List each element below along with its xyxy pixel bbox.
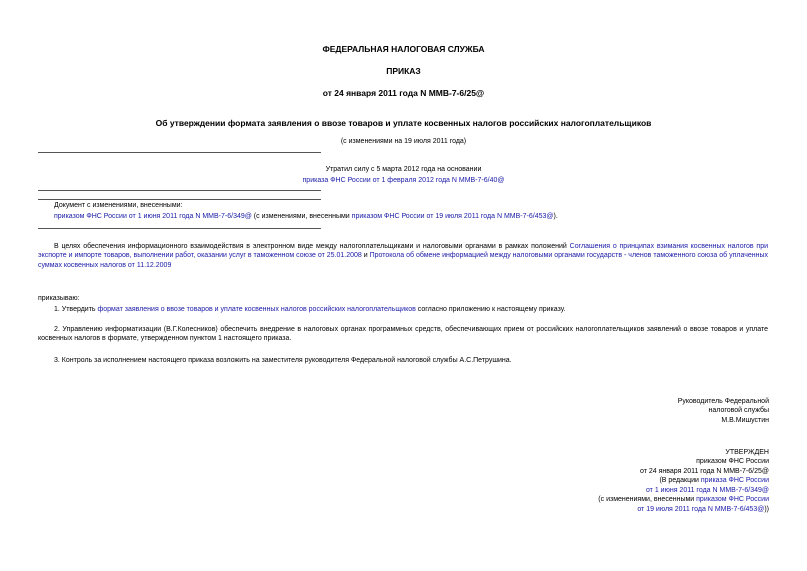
changes-line: приказом ФНС России от 1 июня 2011 года N ММВ-7-6/349@ (с изменениями, внесенными приказом ФНС России от 19 июля 2011 года N ММВ-7-6/453@).	[54, 213, 558, 220]
page-title: Об утверждении формата заявления о ввозе товаров и уплате косвенных налогов российских налогоплательщиков	[155, 118, 652, 128]
status-link-wrap	[0, 176, 807, 185]
format-link[interactable]: формат заявления о ввозе товаров и уплате косвенных налогов российских налогоплательщиков	[97, 306, 416, 313]
signature-name: М.В.Мишустин	[721, 416, 769, 424]
signature-block	[469, 397, 769, 425]
signature-agency: налоговой службы	[708, 407, 769, 415]
agency-heading: ФЕДЕРАЛЬНАЯ НАЛОГОВАЯ СЛУЖБА	[322, 44, 485, 54]
order-word: приказываю:	[38, 295, 80, 302]
repeal-order-link[interactable]: приказа ФНС России от 1 февраля 2012 года N ММВ-7-6/40@	[302, 177, 505, 184]
order-item-1: 1. Утвердить формат заявления о ввозе товаров и уплате косвенных налогов российских налогоплательщиков согласно приложению к настоящему приказу.	[54, 306, 566, 313]
doc-date-heading: от 24 января 2011 года N ММВ-7-6/25@	[322, 88, 485, 98]
amendment-note: (с изменениями на 19 июля 2011 года)	[340, 138, 467, 145]
approval-block: УТВЕРЖДЕН приказом ФНС России от 24 января 2011 года N ММВ-7-6/25@ (В редакции приказа ФНС России от 1 июня 2011 года N ММВ-7-6/349@ (с изменениями, внесенными приказом ФНС России от 19 июля 2011 года N ММВ-7-6/453@))	[429, 448, 769, 514]
divider	[38, 199, 321, 200]
amend-order-link-1[interactable]: приказом ФНС России от 1 июня 2011 года N ММВ-7-6/349@	[54, 213, 252, 220]
signature-title: Руководитель Федеральной	[677, 398, 769, 405]
divider	[38, 190, 321, 191]
doc-type-heading: ПРИКАЗ	[386, 66, 421, 76]
revision-order-link[interactable]: приказа ФНС России	[700, 477, 769, 485]
changes-label: Документ с изменениями, внесенными:	[54, 202, 183, 209]
status-line: Утратил силу с 5 марта 2012 года на основании	[325, 166, 482, 173]
order-item-2: 2. Управлению информатизации (В.Г.Колесников) обеспечить внедрение в налоговых органах программных средств, обеспечивающих прием от российских налогоплательщиков заявлений о ввозе товаров и уплате косвенных налогов в формате, утвержденном пунктом 1 настоящего приказа.	[38, 326, 768, 343]
amend-order-link-2[interactable]: приказом ФНС России от 19 июля 2011 года N ММВ-7-6/453@	[351, 213, 554, 220]
change-order-date-link[interactable]: от 19 июля 2011 года N ММВ-7-6/453@	[637, 505, 765, 513]
protocol-link[interactable]: Протокола об обмене информацией между налоговыми органами государств - членов таможенного союза об уплаченных суммах косвенных налогов от 11.12.2009	[38, 252, 768, 269]
agreement-link[interactable]: Соглашения о принципах взимания косвенных налогов при экспорте и импорте товаров, выполнении работ, оказании услуг в таможенном союзе от 25.01.2008	[38, 243, 768, 260]
order-item-3: 3. Контроль за исполнением настоящего приказа возложить на заместителя руководителя Федеральной налоговой службы А.С.Петрушина.	[54, 357, 512, 364]
revision-order-date-link[interactable]: от 1 июня 2011 года N ММВ-7-6/349@	[645, 486, 769, 494]
change-order-link[interactable]: приказом ФНС России	[696, 496, 769, 504]
preamble-paragraph: В целях обеспечения информационного взаимодействия в электронном виде между налогоплательщиками и налоговыми органами в рамках положений Соглашения о принципах взимания косвенных налогов при экспорте и импорте товаров, выполнении работ, оказании услуг в таможенном союзе от 25.01.2008 и Протокола об обмене информацией между налоговыми органами государств - членов таможенного союза об уплаченных суммах косвенных налогов от 11.12.2009	[38, 243, 768, 269]
divider	[38, 152, 321, 153]
divider	[38, 228, 321, 229]
approval-heading: УТВЕРЖДЕН	[725, 449, 769, 456]
